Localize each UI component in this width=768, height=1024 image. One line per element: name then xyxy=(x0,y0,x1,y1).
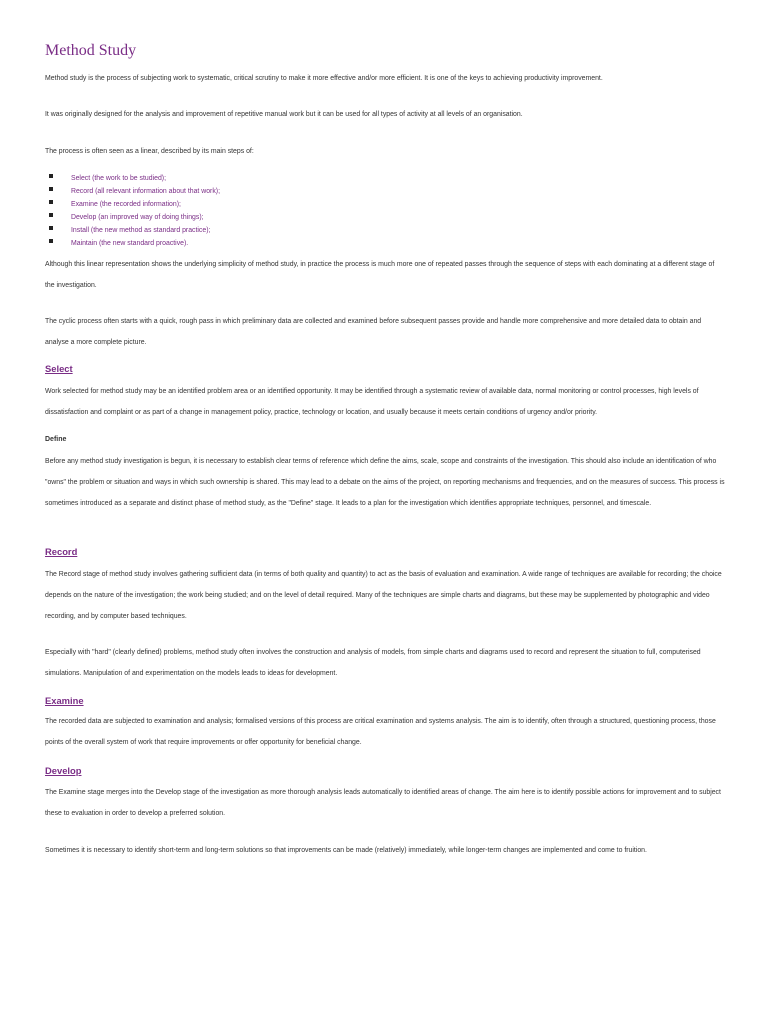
section-heading-develop[interactable]: Develop xyxy=(45,765,82,776)
intro-paragraph-2: It was originally designed for the analysis and improvement of repetitive manual work but it can be used for all types of activity at all levels of an organisation. xyxy=(45,111,523,118)
define-heading: Define xyxy=(45,436,67,443)
list-item: Examine (the recorded information); xyxy=(45,198,220,211)
list-item: Maintain (the new standard proactive). xyxy=(45,237,220,250)
develop-paragraph-1: The Examine stage merges into the Develop stage of the investigation as more thorough analysis leads automatically to identified areas of change. The aim here is to identify possible actions for improvement and to subject these to evaluation in order to develop a preferred solution. xyxy=(45,789,721,817)
square-bullet-icon xyxy=(49,187,53,191)
square-bullet-icon xyxy=(49,239,53,243)
section-heading-select[interactable]: Select xyxy=(45,363,73,374)
square-bullet-icon xyxy=(49,226,53,230)
examine-paragraph: The recorded data are subjected to examination and analysis; formalised versions of this process are critical examination and systems analysis. The aim is to identify, often through a structured, questioning process, those points of the overall system of work that require improvements or offer opportunity for beneficial change. xyxy=(45,718,716,746)
intro-paragraph-1: Method study is the process of subjecting work to systematic, critical scrutiny to make it more effective and/or more efficient. It is one of the keys to achieving productivity improvement. xyxy=(45,75,603,82)
list-item: Record (all relevant information about that work); xyxy=(45,185,220,198)
select-paragraph: Work selected for method study may be an identified problem area or an identified opportunity. It may be identified through a systematic review of available data, normal monitoring or control processes, high levels of dissatisfaction and complaint or as part of a change in management policy, practice, technology or location, and usually because it meets certain conditions of urgency and/or priority. xyxy=(45,388,699,416)
list-item: Select (the work to be studied); xyxy=(45,172,220,185)
intro-paragraph-3: The process is often seen as a linear, described by its main steps of: xyxy=(45,148,254,155)
square-bullet-icon xyxy=(49,213,53,217)
develop-paragraph-2: Sometimes it is necessary to identify short-term and long-term solutions so that improvements can be made (relatively) immediately, while longer-term changes are implemented and come to fruition. xyxy=(45,847,647,854)
list-item: Install (the new method as standard practice); xyxy=(45,224,220,237)
square-bullet-icon xyxy=(49,200,53,204)
define-paragraph: Before any method study investigation is begun, it is necessary to establish clear terms of reference which define the aims, scale, scope and constraints of the investigation. This should also include an identification of who "owns" the problem or situation and ways in which such ownership is shared. This may lead to a debate on the aims of the project, on reporting mechanisms and frequencies, and on the measures of success. This process is sometimes introduced as a separate and distinct phase of method study, as the "Define" stage. It leads to a plan for the investigation which identifies appropriate techniques, personnel, and timescale. xyxy=(45,458,725,507)
record-paragraph-1: The Record stage of method study involves gathering sufficient data (in terms of both quality and quantity) to act as the basis of evaluation and examination. A wide range of techniques are available for recording; the choice depends on the nature of the investigation; the work being studied; and on the level of detail required. Many of the techniques are simple charts and diagrams, but these may be supplemented by photographic and video recording, and by computer based techniques. xyxy=(45,571,722,620)
steps-list xyxy=(45,172,220,250)
linear-representation-paragraph: Although this linear representation shows the underlying simplicity of method study, in practice the process is much more one of repeated passes through the sequence of steps with each dominating at a different stage of the investigation. xyxy=(45,261,715,289)
record-paragraph-2: Especially with "hard" (clearly defined) problems, method study often involves the construction and analysis of models, from simple charts and diagrams used to record and represent the situation to full, computerised simulations. Manipulation of and experimentation on the models leads to ideas for development. xyxy=(45,649,701,677)
list-item: Develop (an improved way of doing things); xyxy=(45,211,220,224)
page-title: Method Study xyxy=(45,42,137,59)
cyclic-process-paragraph: The cyclic process often starts with a quick, rough pass in which preliminary data are collected and examined before subsequent passes provide and handle more comprehensive and more detailed data to obtain and analyse a more complete picture. xyxy=(45,318,702,346)
section-heading-examine[interactable]: Examine xyxy=(45,695,84,706)
section-heading-record[interactable]: Record xyxy=(45,546,78,557)
square-bullet-icon xyxy=(49,174,53,178)
